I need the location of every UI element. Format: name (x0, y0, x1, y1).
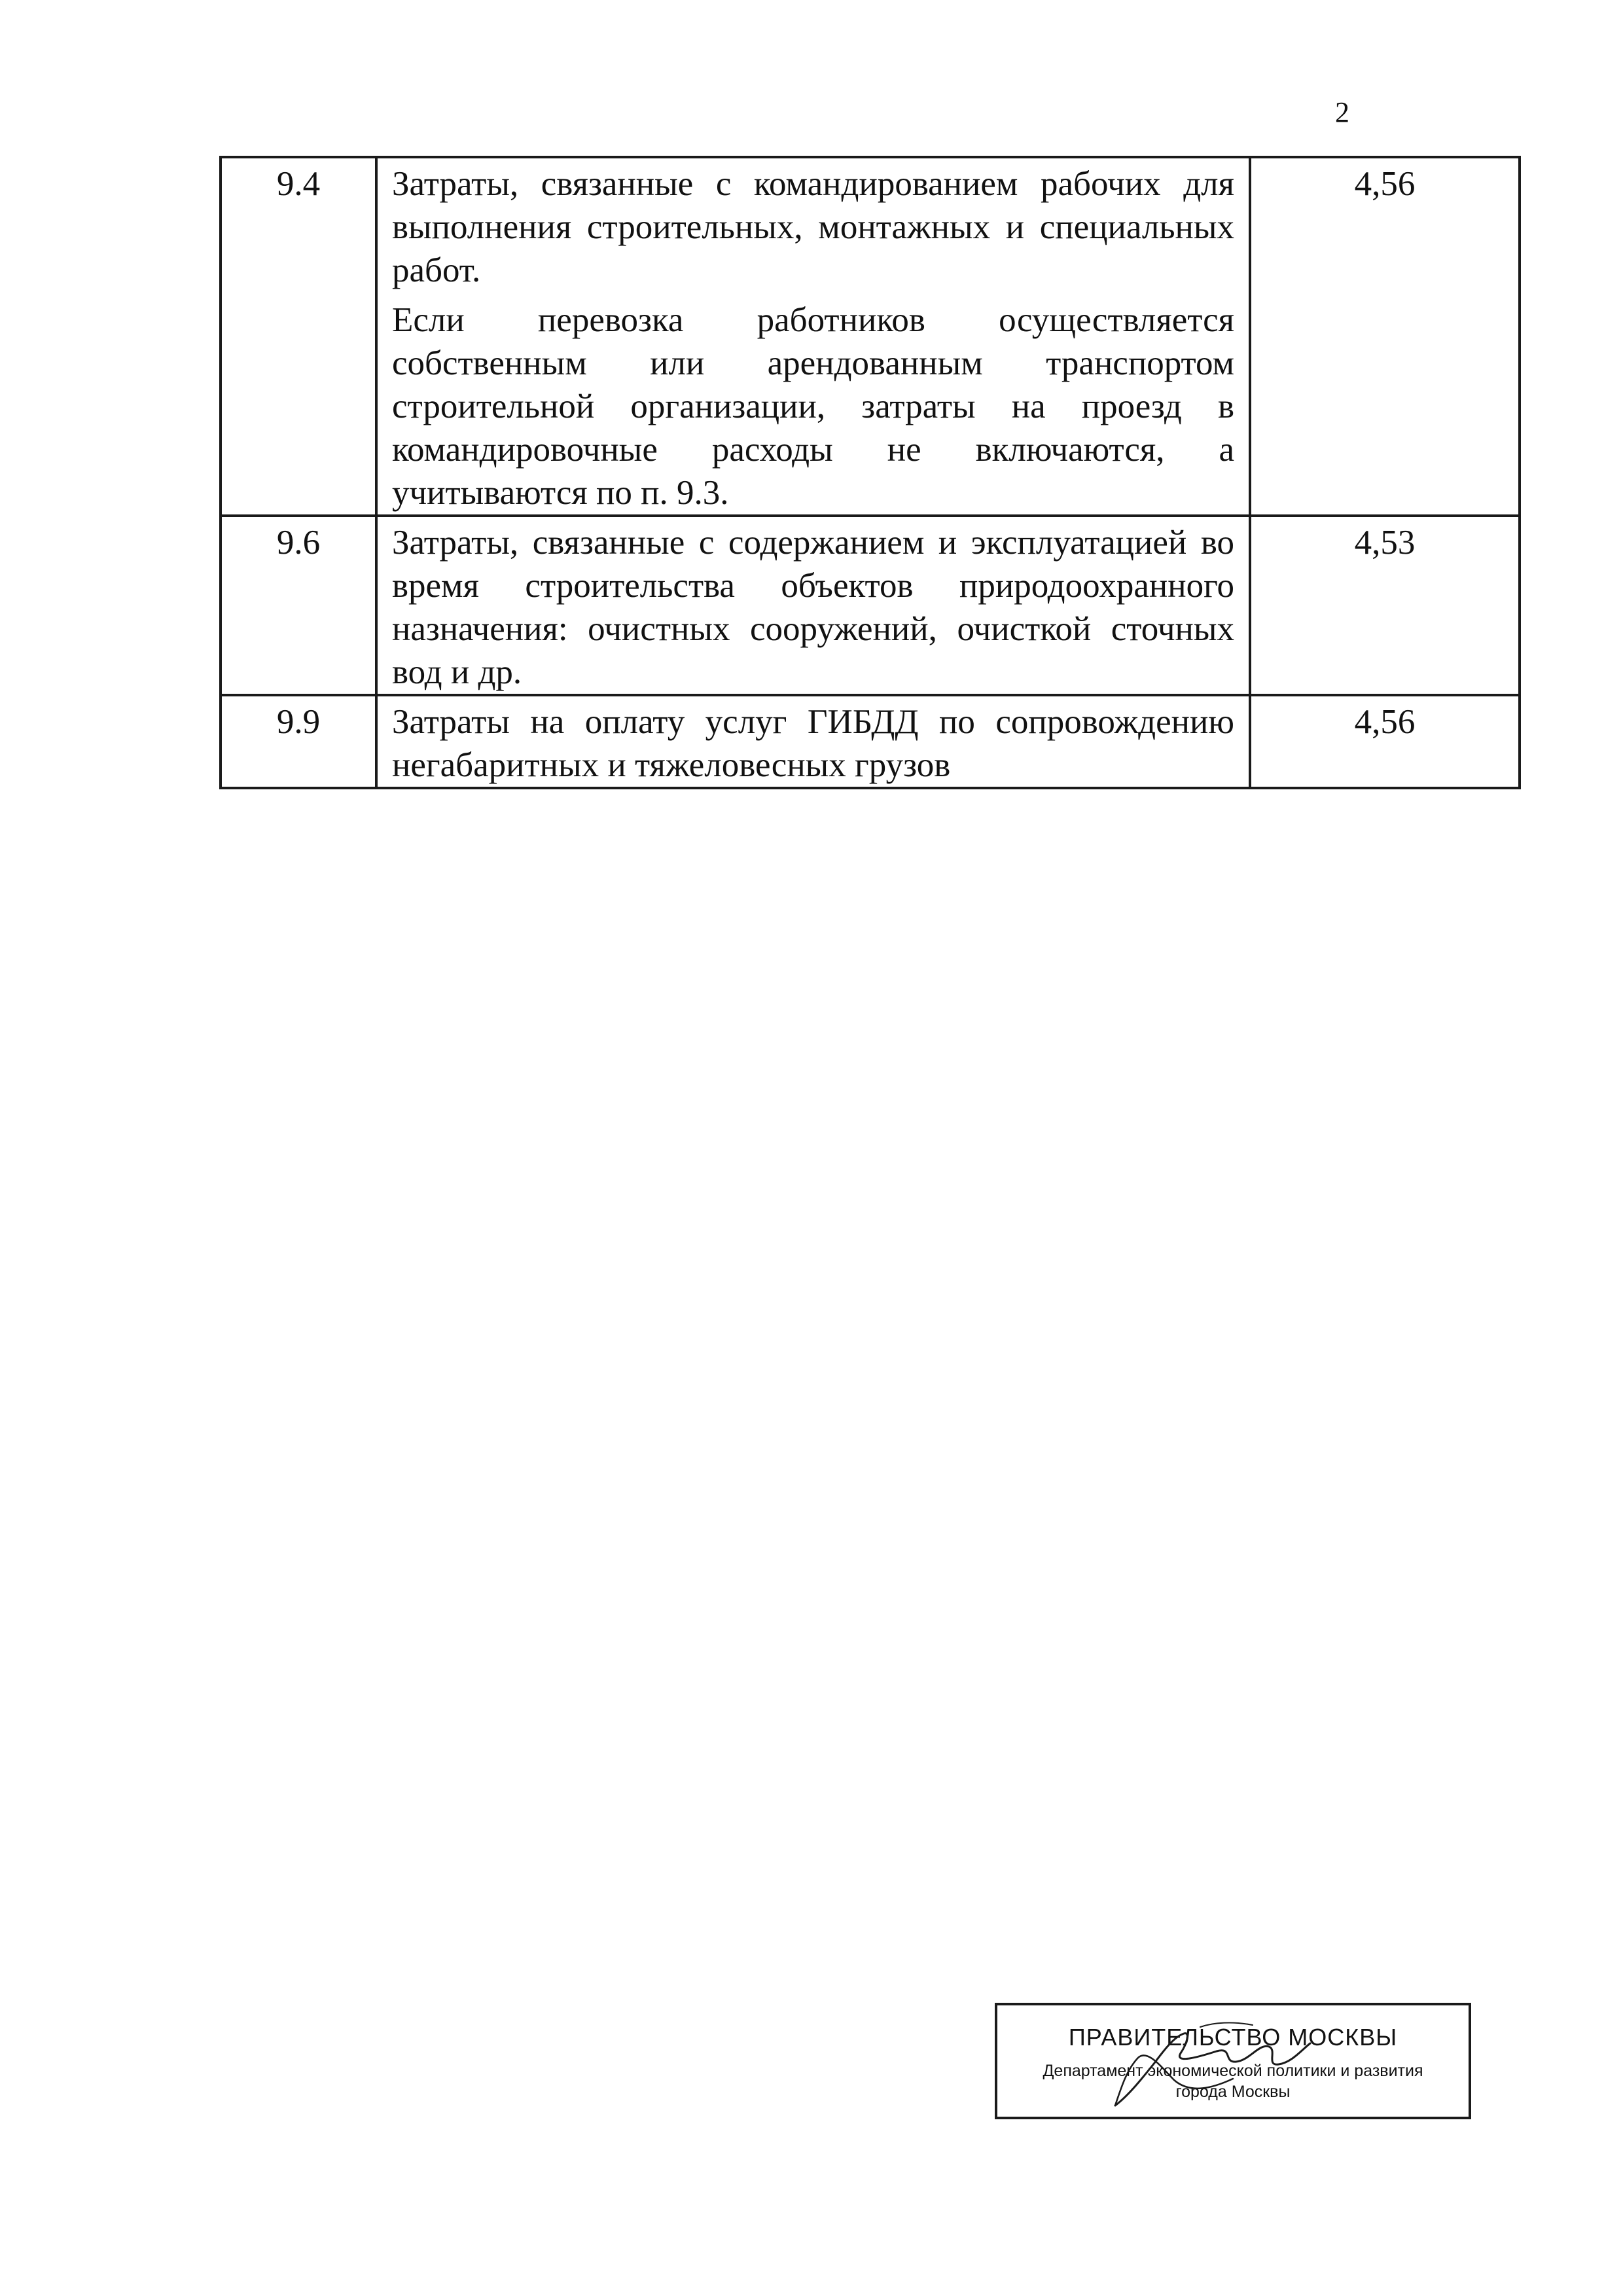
page-number: 2 (1335, 96, 1349, 128)
item-value: 4,56 (1250, 695, 1520, 788)
description-paragraph: Затраты на оплату услуг ГИБДД по сопровождению негабаритных и тяжеловесных грузов (392, 703, 1234, 784)
stamp-organization: ПРАВИТЕЛЬСТВО МОСКВЫ (1068, 2024, 1398, 2051)
stamp-department-line: города Москвы (1175, 2083, 1291, 2101)
table-row (221, 695, 1520, 788)
item-value: 4,53 (1250, 516, 1520, 695)
description-paragraph: Если перевозка работников осуществляется собственным или арендованным транспортом строительной организации, затраты на проезд в командировочные расходы не включаются, а учитываются по п. 9.3. (392, 301, 1234, 512)
item-description (376, 516, 1250, 695)
item-value: 4,56 (1250, 157, 1520, 516)
item-number: 9.9 (221, 695, 376, 788)
table-row (221, 516, 1520, 695)
stamp-department-line: Департамент экономической политики и развития (1043, 2062, 1423, 2080)
table-row (221, 157, 1520, 516)
item-number: 9.4 (221, 157, 376, 516)
item-description (376, 695, 1250, 788)
description-paragraph: Затраты, связанные с командированием рабочих для выполнения строительных, монтажных и специальных работ. (392, 165, 1234, 289)
signature-icon (1102, 2017, 1318, 2115)
item-description (376, 157, 1250, 516)
item-number: 9.6 (221, 516, 376, 695)
rates-table (219, 156, 1521, 789)
description-paragraph: Затраты, связанные с содержанием и эксплуатацией во время строительства объектов природоохранного назначения: очистных сооружений, очисткой сточных вод и др. (392, 524, 1234, 691)
official-stamp (995, 2003, 1471, 2119)
